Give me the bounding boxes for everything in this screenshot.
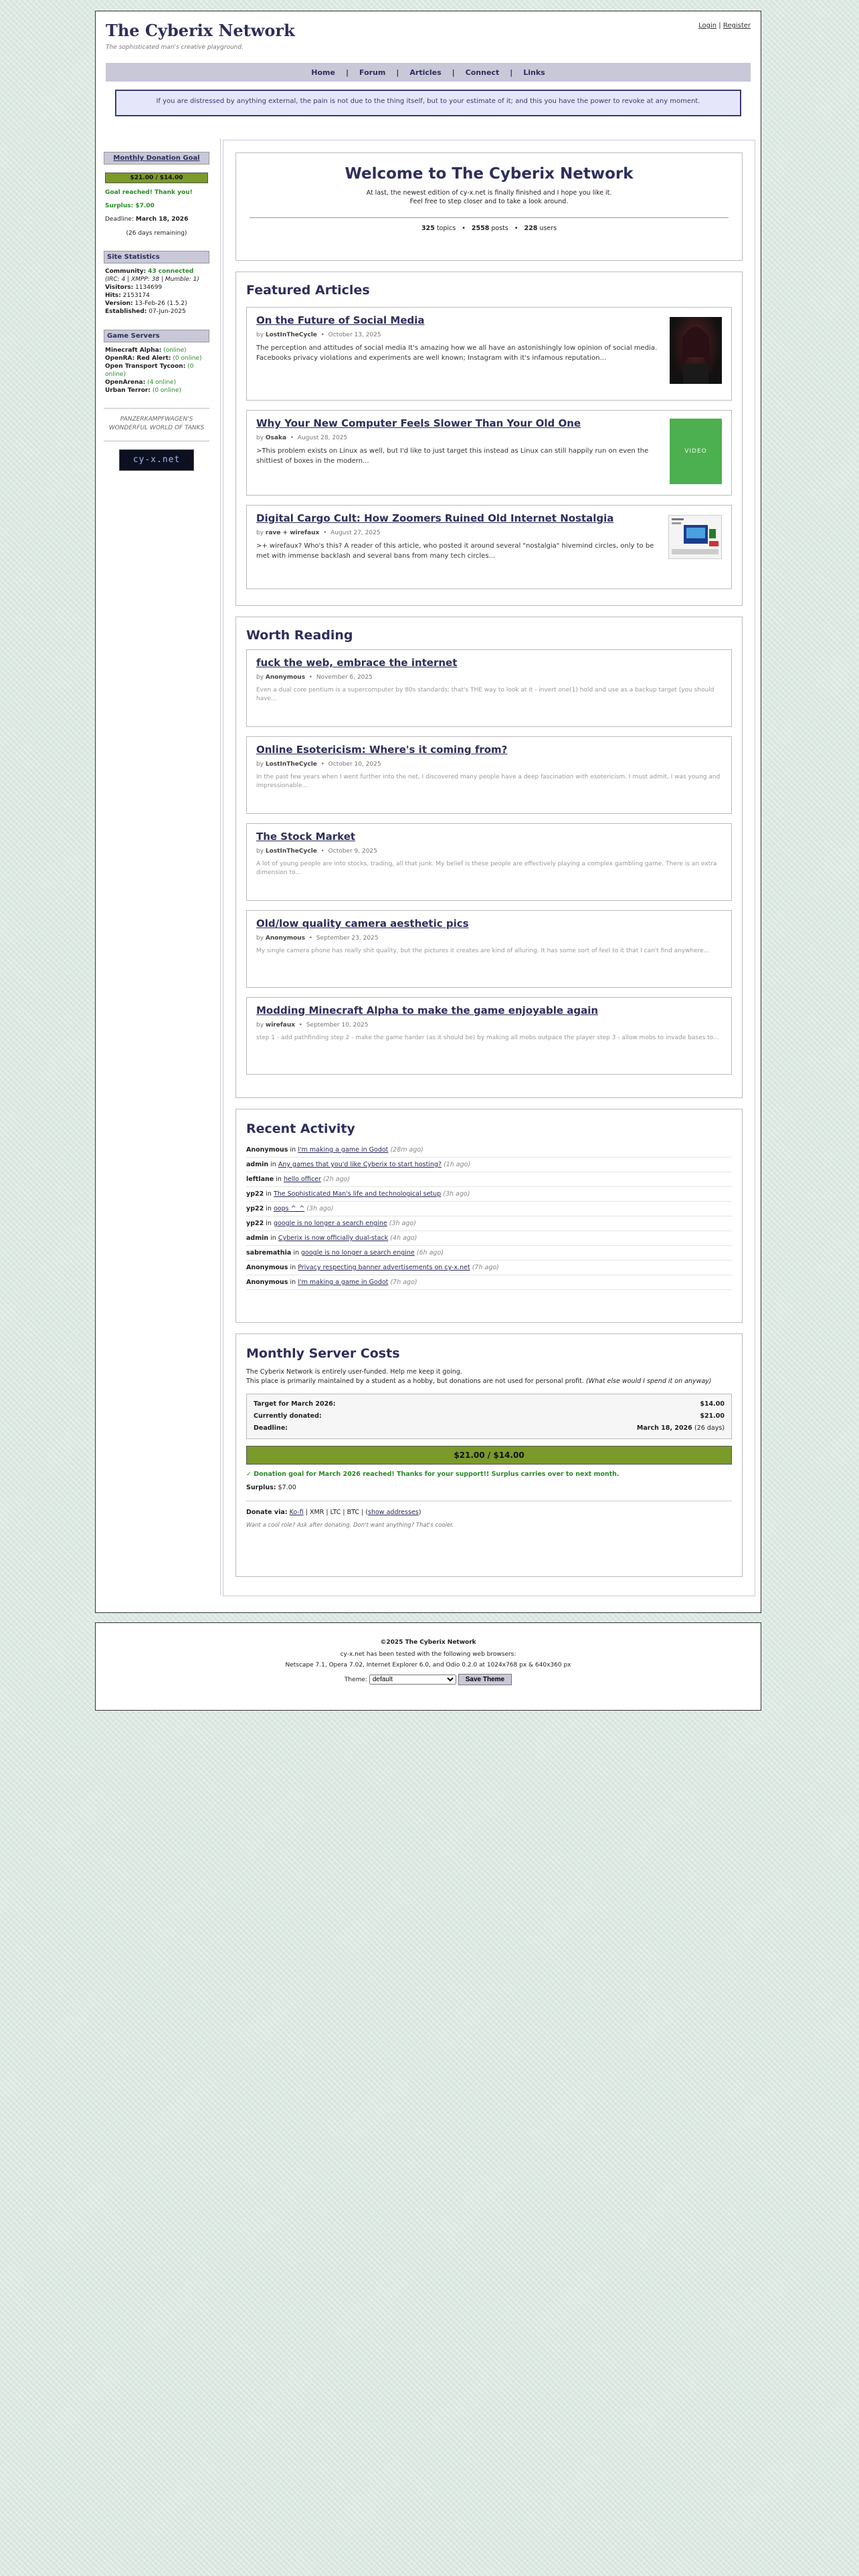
server-costs-body bbox=[236, 1368, 742, 1530]
costs-surplus bbox=[246, 1483, 732, 1493]
deadline-date: March 18, 2026 bbox=[135, 216, 189, 223]
activity-user: yp22 bbox=[246, 1220, 264, 1227]
target-label: Target for March 2026: bbox=[254, 1400, 336, 1408]
article-meta: by LostInTheCycle • October 10, 2025 bbox=[256, 761, 381, 768]
activity-row bbox=[246, 1187, 732, 1202]
costs-target-row bbox=[254, 1398, 725, 1410]
article-author: wirefaux bbox=[265, 1022, 296, 1029]
stat-hits-value: 2153174 bbox=[122, 292, 150, 300]
stats-dot: • bbox=[462, 225, 466, 232]
donation-remaining: (26 days remaining) bbox=[126, 229, 187, 237]
activity-user: admin bbox=[246, 1161, 269, 1168]
article-meta: by LostInTheCycle • October 13, 2025 bbox=[256, 332, 381, 338]
activity-in: in bbox=[270, 1161, 276, 1168]
server-name: Open Transport Tycoon: bbox=[105, 362, 186, 370]
article-title-link[interactable]: Digital Cargo Cult: How Zoomers Ruined Old Internet Nostalgia bbox=[256, 512, 614, 524]
activity-in: in bbox=[290, 1264, 296, 1271]
site-tagline: The sophisticated man's creative playground. bbox=[106, 44, 244, 51]
users-count: 228 bbox=[524, 225, 538, 232]
stat-community-detail bbox=[105, 276, 208, 292]
featured-title: Featured Articles bbox=[246, 283, 370, 298]
activity-in: in bbox=[270, 1235, 276, 1242]
server-status: (4 online) bbox=[147, 379, 177, 387]
activity-in: in bbox=[293, 1249, 299, 1257]
activity-thread-link[interactable]: Cyberix is now officially dual-stack bbox=[278, 1235, 389, 1242]
article-date: November 6, 2025 bbox=[316, 674, 373, 681]
reading-article bbox=[246, 736, 732, 814]
article-excerpt: step 1 - add pathfinding step 2 - make the game harder (as it should be) by making all mobs outpace the player step 3 - allow mobs to invade bases to... bbox=[256, 1035, 719, 1041]
article-title-link[interactable]: Modding Minecraft Alpha to make the game enjoyable again bbox=[256, 1004, 599, 1016]
costs-table bbox=[246, 1394, 732, 1439]
article-author: LostInTheCycle bbox=[265, 848, 317, 855]
kofi-link[interactable]: Ko-fi bbox=[289, 1509, 304, 1517]
article-title bbox=[256, 1004, 722, 1016]
server-item bbox=[105, 387, 208, 395]
article-meta: by LostInTheCycle • October 9, 2025 bbox=[256, 848, 377, 855]
stats-box bbox=[104, 251, 209, 320]
costs-donated-row bbox=[254, 1410, 725, 1422]
stats-dot: • bbox=[514, 225, 518, 232]
welcome-line1: At last, the newest edition of cy-x.net is finally finished and I hope you like it. bbox=[366, 189, 612, 197]
server-status: (0 online) bbox=[173, 354, 202, 362]
main-nav bbox=[106, 63, 751, 82]
article-excerpt: My single camera phone has really shit quality, but the pictures it creates are kind of alluring. It has some sort of feel to it that I can't find anywhere... bbox=[256, 948, 710, 954]
article-title bbox=[256, 744, 722, 756]
recent-activity-section bbox=[235, 1109, 743, 1323]
server-item bbox=[105, 379, 208, 387]
portrait-thumbnail[interactable] bbox=[670, 317, 722, 384]
activity-thread-link[interactable]: I'm making a game in Godot bbox=[298, 1279, 389, 1286]
reading-article bbox=[246, 823, 732, 901]
article-author: Anonymous bbox=[265, 674, 306, 681]
welcome-title: Welcome to The Cyberix Network bbox=[345, 165, 634, 183]
activity-time: (1h ago) bbox=[443, 1161, 471, 1168]
article-title bbox=[256, 314, 722, 326]
footer bbox=[95, 1622, 761, 1711]
activity-row bbox=[246, 1202, 732, 1216]
activity-user: yp22 bbox=[246, 1190, 264, 1198]
activity-user: admin bbox=[246, 1235, 269, 1242]
worth-reading-section bbox=[235, 617, 743, 1098]
featured-article bbox=[246, 505, 732, 589]
reading-article bbox=[246, 997, 732, 1075]
stat-community-value: 43 connected bbox=[148, 267, 194, 275]
donation-progress-bar: $21.00 / $14.00 bbox=[105, 173, 208, 183]
badge-container bbox=[104, 441, 209, 471]
server-item bbox=[105, 354, 208, 362]
article-date: August 28, 2025 bbox=[297, 435, 348, 441]
article-title bbox=[256, 918, 722, 930]
server-name: OpenRA: Red Alert: bbox=[105, 354, 171, 362]
stat-visitors-label: Visitors: bbox=[105, 284, 134, 291]
article-excerpt: >+ wirefaux? Who's this? A reader of this article, who posted it around several "nostalgia" hivemind circles, only to be met with immense backlash and several bans from many tech circles... bbox=[256, 542, 654, 560]
article-excerpt: Even a dual core pentium is a supercomputer by 80s standards; that's THE way to look at it - invert one(1) hold and use as a backup target (you should have... bbox=[256, 687, 714, 703]
server-name: Urban Terror: bbox=[105, 387, 151, 395]
activity-in: in bbox=[266, 1205, 272, 1212]
reading-article bbox=[246, 649, 732, 727]
costs-intro: The Cyberix Network is entirely user-funded. Help me keep it going. bbox=[246, 1368, 462, 1376]
activity-thread-link[interactable]: Any games that you'd like Cyberix to start hosting? bbox=[278, 1161, 442, 1168]
stat-hits-label: Hits: bbox=[105, 292, 121, 300]
footer-copyright: ©2025 The Cyberix Network bbox=[380, 1639, 476, 1646]
donated-label: Currently donated: bbox=[254, 1412, 322, 1420]
activity-in: in bbox=[266, 1220, 272, 1227]
article-author: LostInTheCycle bbox=[265, 332, 317, 338]
stats-title: Site Statistics bbox=[104, 251, 209, 263]
article-title bbox=[256, 417, 722, 429]
article-title-link[interactable]: Online Esotericism: Where's it coming from? bbox=[256, 744, 508, 756]
article-meta: by rave + wirefaux • August 27, 2025 bbox=[256, 530, 381, 536]
activity-row bbox=[246, 1246, 732, 1261]
featured-article bbox=[246, 307, 732, 401]
costs-goal-reached: ✓ Donation goal for March 2026 reached! Thanks for your support!! Surplus carries over to next month. bbox=[246, 1470, 619, 1478]
server-status: (online) bbox=[163, 346, 187, 354]
article-excerpt: The perception and attitudes of social media It's amazing how we all have an astonishingly low opinion of social media. Facebooks privacy violations and experiments are well known; Instagram with it's infamous reputation... bbox=[256, 344, 658, 362]
activity-in: in bbox=[266, 1190, 272, 1198]
activity-thread-link[interactable]: google is no longer a search engine bbox=[273, 1220, 387, 1227]
theme-select[interactable] bbox=[369, 1675, 456, 1685]
article-date: October 9, 2025 bbox=[328, 848, 377, 855]
posts-label: posts bbox=[491, 225, 508, 232]
article-title-link[interactable]: The Stock Market bbox=[256, 831, 356, 843]
activity-thread-link[interactable]: oops ^_^ bbox=[273, 1205, 305, 1212]
article-title-link[interactable]: Old/low quality camera aesthetic pics bbox=[256, 918, 469, 930]
server-name: OpenArena: bbox=[105, 379, 146, 387]
server-item bbox=[105, 346, 208, 354]
welcome-stats bbox=[250, 217, 729, 232]
activity-list bbox=[236, 1143, 742, 1290]
auth-separator: | bbox=[719, 22, 721, 29]
stat-established-value: 07-Jun-2025 bbox=[149, 308, 186, 316]
login-link[interactable]: Login bbox=[698, 22, 717, 29]
stat-community-label: Community: bbox=[105, 267, 147, 275]
activity-row bbox=[246, 1231, 732, 1246]
donate-label: Donate via: bbox=[246, 1509, 288, 1517]
video-label: VIDEO bbox=[684, 448, 707, 455]
article-author: LostInTheCycle bbox=[265, 761, 317, 768]
theme-label: Theme: bbox=[344, 1677, 367, 1683]
article-title bbox=[256, 657, 722, 669]
nav-links[interactable]: Links bbox=[523, 68, 545, 77]
activity-time: (6h ago) bbox=[416, 1249, 444, 1257]
welcome-line2: Feel free to step closer and to take a look around. bbox=[409, 198, 569, 205]
costs-deadline-label: Deadline: bbox=[254, 1424, 288, 1432]
donation-surplus: Surplus: $7.00 bbox=[105, 203, 155, 210]
article-meta: by wirefaux • September 10, 2025 bbox=[256, 1022, 369, 1029]
activity-time: (2h ago) bbox=[322, 1176, 351, 1183]
donate-row: Donate via: Ko-fi | XMR | LTC | BTC | (show addresses) bbox=[246, 1501, 732, 1517]
recent-activity-title: Recent Activity bbox=[246, 1121, 355, 1136]
activity-in: in bbox=[276, 1176, 282, 1183]
activity-user: sabremathia bbox=[246, 1249, 292, 1257]
save-theme-button[interactable]: Save Theme bbox=[458, 1674, 512, 1685]
deadline-label: Deadline: bbox=[105, 216, 134, 223]
activity-row bbox=[246, 1216, 732, 1231]
activity-user: Anonymous bbox=[246, 1264, 288, 1271]
donate-methods: | XMR | LTC | BTC | bbox=[305, 1509, 364, 1517]
nav-articles[interactable]: Articles bbox=[409, 68, 442, 77]
article-title-link[interactable]: Why Your New Computer Feels Slower Than Your Old One bbox=[256, 417, 581, 429]
server-status: (0 online) bbox=[105, 362, 194, 378]
stat-version bbox=[105, 300, 208, 308]
donation-title bbox=[104, 152, 209, 165]
article-excerpt: >This problem exists on Linux as well, but I'd like to just target this instead as Linux can still happily run on even the shittiest of boxes in the modern... bbox=[256, 447, 649, 465]
nav-home[interactable]: Home bbox=[311, 68, 335, 77]
cyx-badge[interactable]: cy-x.net bbox=[119, 449, 194, 471]
server-item bbox=[105, 362, 208, 379]
donation-reached: Goal reached! Thank you! bbox=[105, 189, 193, 197]
portrait-image bbox=[670, 317, 722, 384]
users-label: users bbox=[539, 225, 557, 232]
server-costs-title: Monthly Server Costs bbox=[246, 1346, 400, 1361]
sidebar-blurb[interactable]: PANZERKAMPFWAGEN'S WONDERFUL WORLD OF TANKS bbox=[104, 408, 209, 432]
article-title bbox=[256, 831, 722, 843]
sidebar bbox=[104, 152, 209, 471]
activity-time: (3h ago) bbox=[389, 1220, 416, 1227]
footer-browsers: Netscape 7.1, Opera 7.02, Internet Explorer 6.0, and Odio 0.2.0 at 1024x768 px & 640x360 px bbox=[285, 1662, 571, 1669]
header bbox=[96, 11, 761, 134]
activity-thread-link[interactable]: hello officer bbox=[283, 1176, 321, 1183]
register-link[interactable]: Register bbox=[723, 22, 751, 29]
costs-deadline-days: (26 days) bbox=[694, 1424, 725, 1432]
nav-separator: | bbox=[510, 68, 513, 77]
article-author: rave + wirefaux bbox=[265, 530, 320, 536]
reading-article bbox=[246, 910, 732, 988]
topics-count: 325 bbox=[421, 225, 435, 232]
server-costs-section bbox=[235, 1333, 743, 1577]
donated-value: $21.00 bbox=[700, 1412, 725, 1420]
main-container bbox=[95, 11, 761, 1613]
donation-title-link[interactable]: Monthly Donation Goal bbox=[113, 154, 200, 162]
article-date: September 23, 2025 bbox=[316, 935, 379, 942]
activity-user: yp22 bbox=[246, 1205, 264, 1212]
article-meta: by Anonymous • September 23, 2025 bbox=[256, 935, 379, 942]
stat-community-detail-text: (IRC: 4 | XMPP: 38 | Mumble: 1) bbox=[105, 276, 199, 283]
server-status: (0 online) bbox=[152, 387, 181, 395]
worth-reading-title: Worth Reading bbox=[246, 628, 353, 643]
servers-box bbox=[104, 330, 209, 399]
activity-row bbox=[246, 1275, 732, 1290]
costs-deadline-row bbox=[254, 1422, 725, 1434]
featured-section bbox=[235, 272, 743, 606]
costs-deadline-value bbox=[637, 1422, 725, 1434]
costs-surplus-label: Surplus: bbox=[246, 1483, 276, 1491]
article-title-link[interactable]: fuck the web, embrace the internet bbox=[256, 657, 458, 669]
costs-note bbox=[246, 1377, 732, 1386]
article-meta: by Osaka • August 28, 2025 bbox=[256, 435, 348, 441]
article-excerpt: A lot of young people are into stocks, trading, all that junk. My belief is these people are effectively playing a complex gambling game. There is an extra dimension to... bbox=[256, 861, 717, 877]
article-author: Anonymous bbox=[265, 935, 306, 942]
quote-banner bbox=[115, 90, 741, 116]
posts-count: 2558 bbox=[471, 225, 490, 232]
article-meta: by Anonymous • November 6, 2025 bbox=[256, 674, 373, 681]
site-title[interactable]: The Cyberix Network bbox=[106, 21, 295, 40]
activity-in: in bbox=[290, 1146, 296, 1154]
stat-version-label: Version: bbox=[105, 300, 133, 308]
stat-community bbox=[105, 267, 208, 276]
article-date: August 27, 2025 bbox=[330, 530, 381, 536]
servers-title: Game Servers bbox=[104, 330, 209, 342]
activity-in: in bbox=[290, 1279, 296, 1286]
nav-separator: | bbox=[396, 68, 399, 77]
activity-user: Anonymous bbox=[246, 1279, 288, 1286]
activity-time: (4h ago) bbox=[390, 1235, 417, 1242]
activity-row bbox=[246, 1261, 732, 1275]
activity-thread-link[interactable]: google is no longer a search engine bbox=[301, 1249, 415, 1257]
columns bbox=[96, 138, 762, 1603]
activity-user: Anonymous bbox=[246, 1146, 288, 1154]
costs-surplus-value: $7.00 bbox=[278, 1483, 296, 1491]
column-divider bbox=[220, 138, 221, 1595]
costs-note-italic: (What else would I spend it on anyway) bbox=[585, 1378, 712, 1386]
article-excerpt: In the past few years when I went further into the net, I discovered many people have a deep fascination with esotericism. I must admit, I was young and impressionable... bbox=[256, 774, 721, 790]
featured-article bbox=[246, 410, 732, 496]
welcome-section bbox=[235, 152, 743, 261]
topics-label: topics bbox=[436, 225, 456, 232]
nav-connect[interactable]: Connect bbox=[465, 68, 500, 77]
theme-form bbox=[96, 1674, 761, 1685]
activity-row bbox=[246, 1172, 732, 1187]
video-thumbnail[interactable] bbox=[670, 419, 722, 484]
nav-forum[interactable]: Forum bbox=[359, 68, 386, 77]
nav-separator: | bbox=[345, 68, 349, 77]
activity-thread-link[interactable]: Privacy respecting banner advertisements on cy-x.net bbox=[298, 1264, 470, 1271]
main-content bbox=[223, 140, 755, 1596]
stat-version-value: 13-Feb-26 (1.5.2) bbox=[134, 300, 187, 308]
desktop-thumbnail[interactable] bbox=[668, 515, 722, 559]
server-name: Minecraft Alpha: bbox=[105, 346, 162, 354]
article-date: September 10, 2025 bbox=[306, 1022, 369, 1029]
stat-established-label: Established: bbox=[105, 308, 147, 316]
article-title-link[interactable]: On the Future of Social Media bbox=[256, 314, 425, 326]
activity-thread-link[interactable]: The Sophisticated Man's life and technological setup bbox=[273, 1190, 442, 1198]
article-title bbox=[256, 512, 722, 524]
show-addresses-link[interactable]: show addresses bbox=[368, 1509, 419, 1517]
activity-time: (7h ago) bbox=[390, 1279, 417, 1286]
costs-note-text: This place is primarily maintained by a student as a hobby, but donations are not used for personal profit. bbox=[246, 1378, 584, 1386]
activity-time: (7h ago) bbox=[472, 1264, 499, 1271]
costs-deadline-date: March 18, 2026 bbox=[636, 1424, 692, 1432]
activity-user: leftlane bbox=[246, 1176, 274, 1183]
desktop-screenshot-image bbox=[669, 516, 721, 558]
article-date: October 10, 2025 bbox=[328, 761, 381, 768]
activity-row bbox=[246, 1143, 732, 1158]
nav-separator: | bbox=[452, 68, 455, 77]
donation-deadline bbox=[105, 215, 208, 223]
page-wrapper bbox=[95, 11, 761, 1711]
target-value: $14.00 bbox=[700, 1400, 725, 1408]
stat-hits bbox=[105, 292, 208, 300]
costs-progress-bar: $21.00 / $14.00 bbox=[246, 1446, 732, 1465]
stat-established bbox=[105, 308, 208, 316]
article-author: Osaka bbox=[265, 435, 287, 441]
activity-time: (3h ago) bbox=[306, 1205, 334, 1212]
auth-links bbox=[698, 22, 751, 29]
article-date: October 13, 2025 bbox=[328, 332, 381, 338]
activity-thread-link[interactable]: I'm making a game in Godot bbox=[298, 1146, 389, 1154]
donation-box bbox=[104, 152, 209, 241]
donate-note: Want a cool role? Ask after donating. Don't want anything? That's cooler. bbox=[246, 1522, 454, 1529]
stat-visitors: 1134699 bbox=[135, 284, 163, 291]
activity-row bbox=[246, 1158, 732, 1172]
activity-time: (3h ago) bbox=[443, 1190, 470, 1198]
footer-tested: cy-x.net has been tested with the following web browsers: bbox=[340, 1651, 516, 1658]
activity-time: (28m ago) bbox=[390, 1146, 423, 1154]
quote-text: If you are distressed by anything external, the pain is not due to the thing itself, but to your estimate of it; and this you have the power to revoke at any moment. bbox=[156, 98, 700, 105]
